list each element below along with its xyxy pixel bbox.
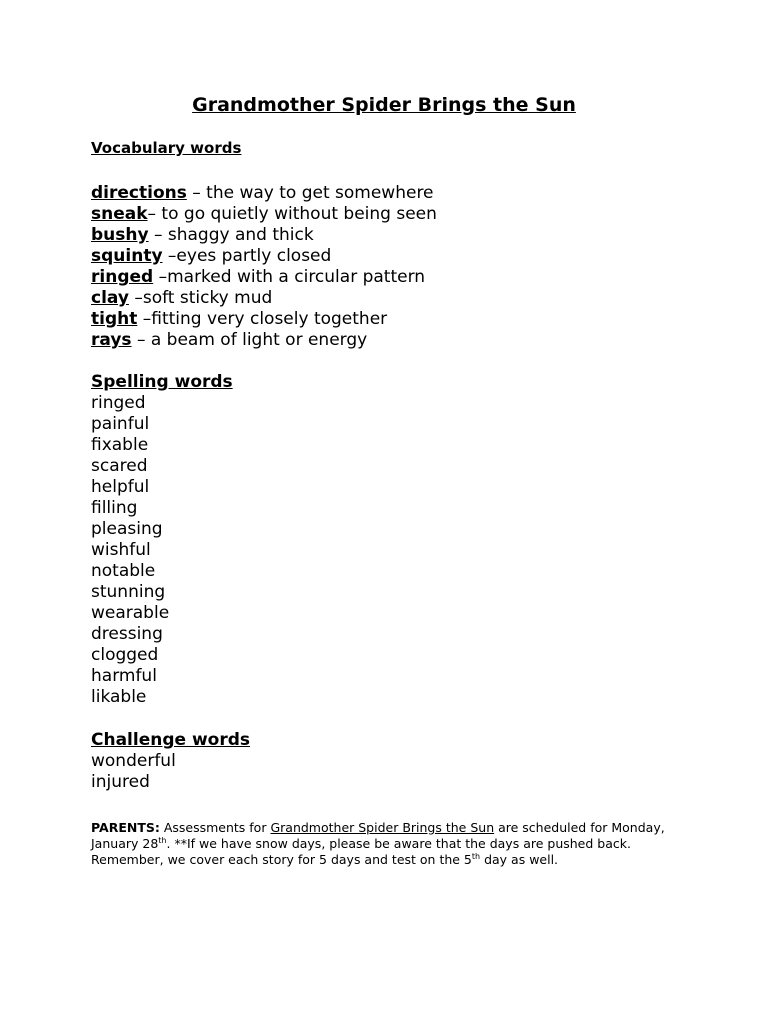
vocabulary-definition: – shaggy and thick xyxy=(148,225,314,245)
vocabulary-term: clay xyxy=(91,288,129,308)
vocabulary-term: tight xyxy=(91,309,138,329)
vocabulary-definition: –fitting very closely together xyxy=(137,309,388,329)
parents-label: PARENTS: xyxy=(91,819,160,835)
challenge-list xyxy=(91,751,176,793)
challenge-word: wonderful xyxy=(91,751,176,771)
spelling-list xyxy=(91,393,169,708)
spelling-word: wishful xyxy=(91,540,151,560)
spelling-word: painful xyxy=(91,414,150,434)
parents-note xyxy=(91,820,691,868)
spelling-word: ringed xyxy=(91,393,146,413)
spelling-word: harmful xyxy=(91,666,157,686)
vocabulary-definition: – the way to get somewhere xyxy=(186,183,434,203)
challenge-heading: Challenge words xyxy=(91,730,251,750)
note-text: day as well. xyxy=(480,851,559,867)
spelling-heading: Spelling words xyxy=(91,372,233,392)
note-text: are scheduled for Monday, January 28 xyxy=(91,819,665,851)
spelling-word: pleasing xyxy=(91,519,163,539)
spelling-word: dressing xyxy=(91,624,163,644)
vocabulary-item xyxy=(91,204,437,225)
vocabulary-definition: – to go quietly without being seen xyxy=(147,204,437,224)
vocabulary-term: squinty xyxy=(91,246,163,266)
vocabulary-item xyxy=(91,246,437,267)
vocabulary-definition: – a beam of light or energy xyxy=(131,330,368,350)
vocabulary-item xyxy=(91,267,437,288)
vocabulary-definition: –marked with a circular pattern xyxy=(153,267,426,287)
spelling-word: fixable xyxy=(91,435,149,455)
vocabulary-term: directions xyxy=(91,183,187,203)
vocabulary-heading: Vocabulary words xyxy=(91,139,242,157)
vocabulary-item xyxy=(91,309,437,330)
vocabulary-list xyxy=(91,183,437,351)
ordinal-suffix: th xyxy=(158,835,167,845)
spelling-word: stunning xyxy=(91,582,166,602)
vocabulary-item xyxy=(91,225,437,246)
challenge-word: injured xyxy=(91,772,150,792)
story-title-reference: Grandmother Spider Brings the Sun xyxy=(270,819,495,835)
vocabulary-item xyxy=(91,288,437,309)
vocabulary-item xyxy=(91,183,437,204)
note-text: . **If we have snow days, please be aware that the days are pushed back. Remember, we cover each story for 5 days and test on the 5 xyxy=(91,835,631,867)
vocabulary-term: rays xyxy=(91,330,132,350)
spelling-word: scared xyxy=(91,456,148,476)
spelling-word: clogged xyxy=(91,645,159,665)
vocabulary-item xyxy=(91,330,437,351)
vocabulary-term: sneak xyxy=(91,204,148,224)
spelling-word: likable xyxy=(91,687,147,707)
spelling-word: filling xyxy=(91,498,138,518)
page-title: Grandmother Spider Brings the Sun xyxy=(192,94,576,116)
spelling-word: wearable xyxy=(91,603,170,623)
vocabulary-term: ringed xyxy=(91,267,154,287)
vocabulary-definition: –eyes partly closed xyxy=(162,246,332,266)
ordinal-suffix: th xyxy=(471,851,481,861)
note-text: Assessments for xyxy=(159,819,271,835)
spelling-word: notable xyxy=(91,561,156,581)
vocabulary-definition: –soft sticky mud xyxy=(128,288,273,308)
spelling-word: helpful xyxy=(91,477,150,497)
vocabulary-term: bushy xyxy=(91,225,149,245)
